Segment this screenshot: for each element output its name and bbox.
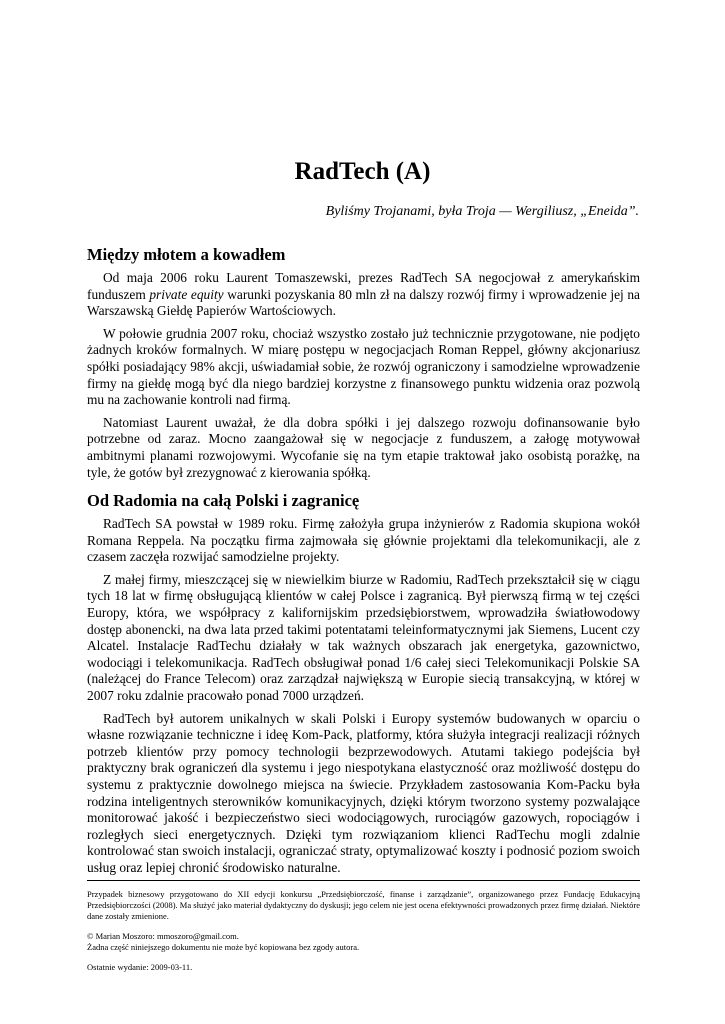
footer-copyright <box>87 931 640 953</box>
rights-line: Żadna część niniejszego dokumentu nie może być kopiowana bez zgody autora. <box>87 942 360 952</box>
section-between-hammer-and-anvil <box>87 244 640 487</box>
paragraph: Z małej firmy, mieszczącej się w niewielkim biurze w Radomiu, RadTech przekształcił się w ciągu tych 18 lat w firmę obsługującą klientów w całej Polsce i zagranicą. Był pierwszą firmą w tej części Europy, która, we współpracy z kalifornijskim przedsiębiorstwem, wprowadziła światłowodowy dostęp abonencki, na dwa lata przed takimi potentatami teleinformatycznymi jak Siemens, Lucent czy Alcatel. Instalacje RadTechu działały w tak ważnych obszarach jak energetyka, gazownictwo, wodociągi i telekomunikacja. RadTech obsługiwał ponad 1/6 całej sieci Telekomunikacji Polskie SA (należącej do France Telecom) oraz zarządzał największą w Europie siecią transakcyjną, w której w 2007 roku zdalnie pracowało ponad 7000 urządzeń. <box>87 571 640 703</box>
page-title: RadTech (A) <box>294 158 431 185</box>
paragraph: RadTech był autorem unikalnych w skali Polski i Europy systemów budowanych w oparciu o własne rozwiązanie techniczne i ideę Kom-Pack, platformy, która służyła integracji realizacji różnych potrzeb klientów przy pomocy technologii bezprzewodowych. Atutami takiego podejścia był praktyczny brak ograniczeń dla systemu i jego niespotykana elastyczność oraz możliwość dostępu do systemu z praktycznie dowolnego miejsca na świecie. Przykładem zastosowania Kom-Packu była rodzina inteligentnych sterowników komunikacyjnych, dzięki którym tworzono systemy pozwalające monitorować jakość i bezpieczeństwo sieci wodociągowych, rurociągów gazowych, ropociągów i rozległych sieci energetycznych. Dzięki tym rozwiązaniom klienci RadTechu mogli zdalnie kontrolować stan swoich instalacji, ograniczać straty, optymalizować koszty i podnosić poziom swoich usług oraz lepiej chronić środowisko naturalne. <box>87 710 640 875</box>
paragraph: Natomiast Laurent uważał, że dla dobra spółki i jej dalszego rozwoju dofinansowanie było potrzebne od zaraz. Mocno zaangażował się w negocjacje z funduszem, a załogę motywował ambitnymi planami rozwojowymi. Wycofanie się na tym etapie traktował jako osobistą porażkę, na tyle, że gotów był zrezygnować z kierowania spółką. <box>87 414 640 480</box>
paragraph-text: warunki pozyskania 80 mln zł na dalszy rozwój firmy i wprowadzenie jej na Warszawską Giełdę Papierów Wartościowych. <box>87 286 640 319</box>
paragraph: W połowie grudnia 2007 roku, chociaż wszystko zostało już technicznie przygotowane, nie podjęto żadnych kroków formalnych. W miarę postępu w negocjacjach Roman Reppel, główny akcjonariusz spółki posiadający 98% akcji, uświadamiał sobie, że rozwój ograniczony i samodzielne wprowadzenie firmy na giełdę mogą być dla niego bardziej korzystne z finansowego punktu widzenia oraz pozwolą mu na zachowanie kontroli nad firmą. <box>87 325 640 408</box>
paragraph-emphasis: private equity <box>149 286 224 302</box>
paragraph <box>87 270 640 320</box>
section-from-radom <box>87 490 640 882</box>
footer-note: Przypadek biznesowy przygotowano do XII edycji konkursu „Przedsiębiorczość, finanse i zarządzanie”, organizowanego przez Fundację Edukacyjną Przedsiębiorczości (2008). Ma służyć jako materiał dydaktyczny do dyskusji; jego celem nie jest ocena efektywności prowadzonych przez firmę działań. Niektóre dane zostały zmienione. <box>87 889 640 921</box>
footer-notes <box>87 880 640 982</box>
section-heading: Między młotem a kowadłem <box>87 245 286 264</box>
footer-edition: Ostatnie wydanie: 2009-03-11. <box>87 962 193 972</box>
copyright-line: © Marian Moszoro: mmoszoro@gmail.com. <box>87 931 239 941</box>
paragraph: RadTech SA powstał w 1989 roku. Firmę założyła grupa inżynierów z Radomia skupiona wokół Romana Reppela. Na początku firma zajmowała się głównie projektami dla telekomunikacji, ale z czasem zaczęła rozwijać samodzielne projekty. <box>87 516 640 565</box>
epigraph: Byliśmy Trojanami, była Troja — Wergiliusz, „Eneida”. <box>325 204 639 219</box>
paragraph-text: Od maja 2006 roku Laurent Tomaszewski, prezes RadTech SA negocjował z amerykańskim funduszem <box>87 270 640 302</box>
section-heading: Od Radomia na całą Polski i zagranicę <box>87 491 360 510</box>
